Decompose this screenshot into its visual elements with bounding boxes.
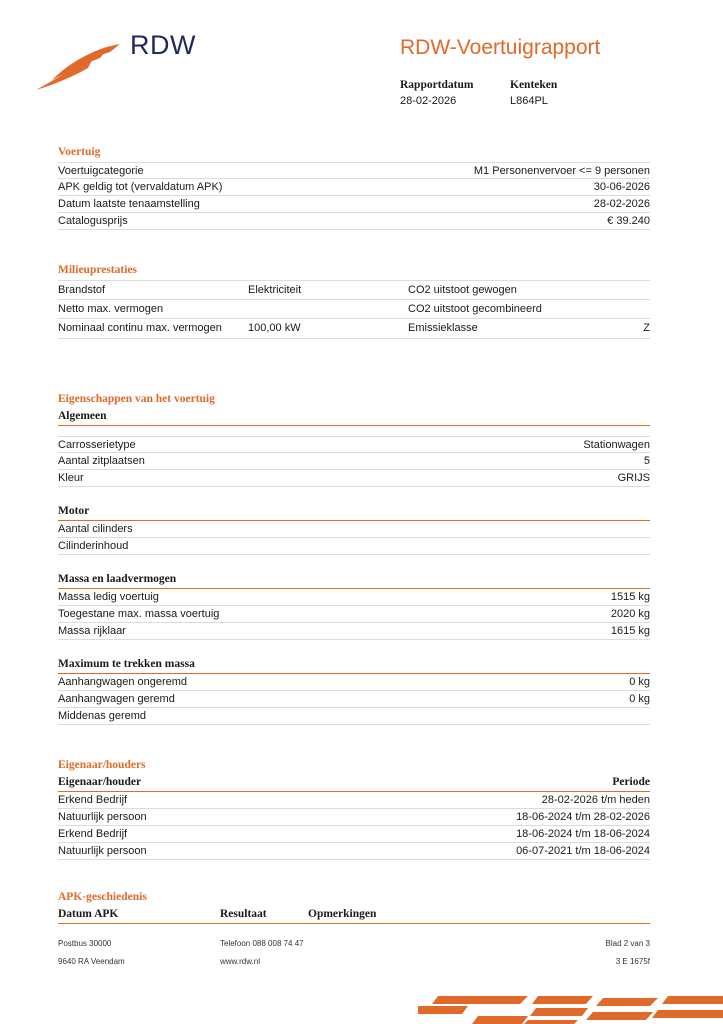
table-row: [58, 538, 650, 555]
row-value: M1 Personenvervoer <= 9 personen: [473, 165, 650, 177]
subsection-title: Motor: [58, 504, 650, 521]
report-date-label: Rapportdatum: [400, 79, 474, 91]
row-value: Stationwagen: [583, 439, 650, 451]
row-label: Aanhangwagen geremd: [58, 693, 175, 705]
table-row: [58, 213, 650, 230]
table-row: [58, 453, 650, 470]
col-header-owner: Eigenaar/houder: [58, 776, 142, 788]
section-title: Milieuprestaties: [58, 264, 137, 276]
row-label: Aantal zitplaatsen: [58, 455, 145, 467]
section-title: Eigenschappen van het voertuig: [58, 393, 215, 405]
col-header-period: Periode: [612, 776, 650, 788]
table-row: [58, 196, 650, 213]
row-label: Cilinderinhoud: [58, 540, 129, 552]
subsection-title: Massa en laadvermogen: [58, 572, 650, 589]
owner-cell: Natuurlijk persoon: [58, 845, 147, 857]
table-row: [58, 162, 650, 179]
row-value: 0 kg: [629, 693, 650, 705]
table-row: [58, 674, 650, 691]
table-row: [58, 319, 650, 339]
row-value: 0 kg: [629, 676, 650, 688]
report-date-value: 28-02-2026: [400, 95, 457, 107]
table-row: [58, 606, 650, 623]
footer-code: 3 E 1675f: [615, 957, 650, 966]
footer-address2: 9640 RA Veendam: [58, 957, 125, 966]
row-label: Toegestane max. massa voertuig: [58, 608, 220, 620]
row-label: Middenas geremd: [58, 710, 147, 722]
section-title: Voertuig: [58, 146, 101, 158]
row-value: 2020 kg: [610, 608, 650, 620]
col-header-remarks: Opmerkingen: [308, 908, 377, 920]
section-title: Eigenaar/houders: [58, 759, 146, 771]
table-row: [58, 843, 650, 860]
row-label: Voertuigcategorie: [58, 165, 144, 177]
col-header-result: Resultaat: [220, 908, 267, 920]
logo-text: RDW: [130, 30, 196, 60]
table-row: [58, 179, 650, 196]
table-row: [58, 470, 650, 487]
row-value: [618, 281, 650, 299]
period-cell: 28-02-2026 t/m heden: [541, 794, 650, 806]
owner-cell: Erkend Bedrijf: [58, 828, 128, 840]
period-cell: 06-07-2021 t/m 18-06-2024: [516, 845, 650, 857]
row-label: Aanhangwagen ongeremd: [58, 676, 188, 688]
decorative-stripes-icon: [418, 994, 723, 1024]
row-value: Z: [643, 322, 650, 334]
row-label: Carrosserietype: [58, 439, 136, 451]
row-value: 1515 kg: [610, 591, 650, 603]
subsection-title: Maximum te trekken massa: [58, 657, 650, 674]
period-cell: 18-06-2024 t/m 28-02-2026: [516, 811, 650, 823]
towing-section: [58, 657, 650, 725]
table-row: [58, 691, 650, 708]
table-row: [58, 623, 650, 640]
mass-section: [58, 572, 650, 640]
table-row: [58, 809, 650, 826]
footer-phone: Telefoon 088 008 74 47: [220, 939, 304, 948]
table-row: [58, 792, 650, 809]
row-value: 100,00 kW: [248, 322, 301, 334]
engine-section: [58, 504, 650, 555]
subsection-title: Algemeen: [58, 409, 650, 426]
plate-value: L864PL: [510, 95, 548, 107]
row-label: CO2 uitstoot gewogen: [408, 284, 517, 296]
row-value: € 39.240: [607, 215, 650, 227]
row-value: Elektriciteit: [248, 284, 302, 296]
row-label: Catalogusprijs: [58, 215, 128, 227]
row-label: APK geldig tot (vervaldatum APK): [58, 181, 223, 193]
period-cell: 18-06-2024 t/m 18-06-2024: [516, 828, 650, 840]
row-label: Datum laatste tenaamstelling: [58, 198, 200, 210]
row-label: Massa rijklaar: [58, 625, 126, 637]
owners-header: [58, 775, 650, 792]
section-title: APK-geschiedenis: [58, 891, 147, 903]
owner-cell: Erkend Bedrijf: [58, 794, 128, 806]
footer-address1: Postbus 30000: [58, 939, 112, 948]
row-value: 1615 kg: [610, 625, 650, 637]
row-label: Nominaal continu max. vermogen: [58, 322, 222, 334]
row-value: [618, 300, 650, 319]
row-label: Massa ledig voertuig: [58, 591, 159, 603]
row-label: Netto max. vermogen: [58, 302, 164, 315]
report-date-block: [400, 79, 473, 107]
row-label: Emissieklasse: [408, 322, 478, 334]
footer-page: Blad 2 van 3: [605, 939, 650, 948]
row-value: GRIJS: [617, 472, 650, 484]
properties-section: [58, 393, 650, 487]
row-label: Kleur: [58, 472, 84, 484]
row-value: 5: [643, 455, 650, 467]
owners-section: [58, 759, 650, 860]
table-row: [58, 436, 650, 453]
vehicle-section: [58, 146, 650, 230]
table-row: [58, 300, 650, 320]
table-row: [58, 826, 650, 843]
table-row: [58, 589, 650, 606]
col-header-date: Datum APK: [58, 908, 119, 920]
apk-header: [58, 907, 650, 924]
report-title: RDW-Voertuigrapport: [400, 36, 601, 59]
row-value: 28-02-2026: [593, 198, 650, 210]
table-row: [58, 521, 650, 538]
row-value: 30-06-2026: [593, 181, 650, 193]
apk-section: [58, 891, 650, 924]
table-row: [58, 708, 650, 725]
row-label: CO2 uitstoot gecombineerd: [408, 302, 542, 315]
rdw-logo-icon: [34, 40, 124, 92]
plate-label: Kenteken: [510, 79, 558, 91]
owner-cell: Natuurlijk persoon: [58, 811, 147, 823]
plate-block: [510, 79, 557, 107]
row-label: Brandstof: [58, 284, 106, 296]
row-value: [248, 300, 408, 319]
table-row: [58, 280, 650, 300]
environment-section: [58, 264, 650, 339]
row-label: Aantal cilinders: [58, 523, 133, 535]
footer-web: www.rdw.nl: [220, 957, 261, 966]
